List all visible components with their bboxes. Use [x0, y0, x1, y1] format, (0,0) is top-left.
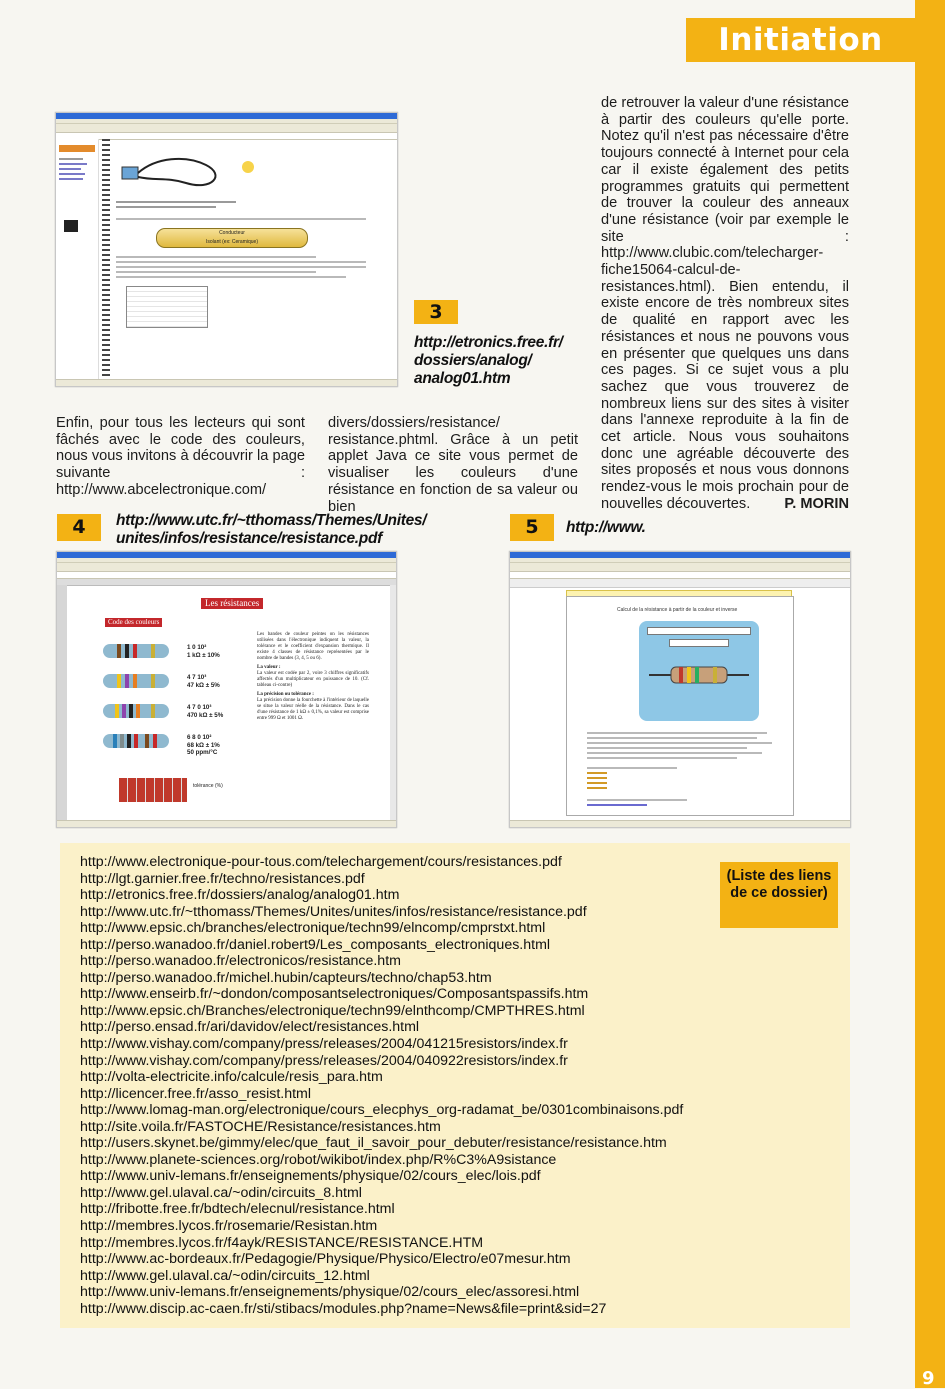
section-header: Initiation	[686, 18, 915, 62]
link-item[interactable]: http://www.planete-sciences.org/robot/wikibot/index.php/R%C3%A9sistance	[80, 1151, 557, 1168]
link-item[interactable]: http://users.skynet.be/gimmy/elec/que_faut_il_savoir_pour_debuter/resistance/resistance.htm	[80, 1135, 667, 1152]
figure-3-number: 3	[414, 300, 458, 324]
link-item[interactable]: http://etronics.free.fr/dossiers/analog/analog01.htm	[80, 887, 400, 904]
page-edge-stripe	[915, 0, 945, 1388]
screenshot-3	[55, 112, 398, 387]
link-item[interactable]: http://membres.lycos.fr/rosemarie/Resistan.htm	[80, 1218, 378, 1235]
section-title: Code des couleurs	[105, 618, 162, 627]
row-1-value: 1 kΩ ± 10%	[187, 651, 220, 659]
link-item[interactable]: http://perso.wanadoo.fr/daniel.robert9/Les_composants_electroniques.html	[80, 936, 551, 953]
row-2-code: 4 7 10³	[187, 674, 207, 681]
valeur-text: La valeur est codée par 2, voire 3 chiffres significatifs affectés d'un multiplicateur en puissance de 10. (Cf. tableau ci-contre)	[257, 671, 369, 688]
row-1-code: 1 0 10²	[187, 644, 207, 651]
link-item[interactable]: http://site.voila.fr/FASTOCHE/Resistance/resistances.htm	[80, 1118, 441, 1135]
link-item[interactable]: http://www.ac-bordeaux.fr/Pedagogie/Physique/Physico/Electro/e07mesur.htm	[80, 1251, 571, 1268]
screenshot-4	[56, 551, 397, 828]
figure-3-caption: http://etronics.free.fr/ dossiers/analog/ analog01.htm	[414, 334, 563, 387]
calc-heading: Calcul de la résistance à partir de la couleur et inverse	[617, 607, 738, 613]
tolerance-label: tolérance (%)	[193, 783, 223, 789]
page-number: 9	[922, 1368, 935, 1389]
column-1-text: Enfin, pour tous les lecteurs qui sont fâchés avec le code des couleurs, nous vous invitons à découvrir la page suivante : http://www.abcelectronique.com/	[56, 415, 305, 498]
row-2-value: 47 kΩ ± 5%	[187, 681, 220, 689]
column-3-body: de retrouver la valeur d'une résistance à partir des couleurs qu'elle porte. Notez qu'il n'est pas nécessaire d'être toujours connecté à Internet pour cela car il existe également des petits programmes gratuits qui permettent de trouver la couleur des anneaux d'une résistance (voir par exemple le site : http://www.clubic.com/telecharger-fiche15064-calcul-de-resistances.html). Bien entendu, il existe encore de très nombreux sites de qualité en rapport avec les résistances et nous ne pouvons vous en présenter que quelques uns dans ces pages. Si ce sujet vous a plu sachez que vous trouverez de nombreux liens sur des sites à visiter dans l'annexe reproduite à la fin de cet article. Nous vous souhaitons donc une agréable découverte des sites proposés et nous vous donnons rendez-vous le mois prochain pour de nouvelles découvertes.	[601, 95, 849, 512]
links-list	[80, 854, 683, 1317]
figure-4-caption: http://www.utc.fr/~tthomass/Themes/Unites/ unites/infos/resistance/resistance.pdf	[116, 512, 427, 547]
link-item[interactable]: http://licencer.free.fr/asso_resist.html	[80, 1085, 312, 1102]
row-3-value: 470 kΩ ± 5%	[187, 711, 224, 719]
precision-text: La précision donne la fourchette à l'intérieur de laquelle se situe la valeur réelle de la résistance. Dans le cas d'une résistance de 1 kΩ ± 0,1%, sa valeur est comprise entre 999 Ω et 1001 Ω.	[257, 698, 369, 721]
link-item[interactable]: http://www.discip.ac-caen.fr/sti/stibacs/modules.php?name=News&file=print&sid=27	[80, 1300, 607, 1317]
screenshot-5	[509, 551, 851, 828]
insulator-label: Isolant (ex: Ceramique)	[206, 239, 258, 245]
link-item[interactable]: http://lgt.garnier.free.fr/techno/resistances.pdf	[80, 870, 365, 887]
link-item[interactable]: http://www.vishay.com/company/press/releases/2004/041215resistors/index.fr	[80, 1036, 568, 1053]
column-3-text	[601, 95, 849, 513]
link-item[interactable]: http://fribotte.free.fr/bdtech/elecnul/resistance.html	[80, 1201, 395, 1218]
link-item[interactable]: http://perso.wanadoo.fr/michel.hubin/capteurs/techno/chap53.htm	[80, 969, 492, 986]
link-item[interactable]: http://www.lomag-man.org/electronique/cours_elecphys_org-radamat_be/0301combinaisons.pdf	[80, 1102, 684, 1119]
precision-title: La précision ou tolérance :	[257, 692, 314, 697]
link-item[interactable]: http://www.electronique-pour-tous.com/telechargement/cours/resistances.pdf	[80, 854, 562, 870]
links-title: (Liste des liens de ce dossier)	[720, 862, 838, 928]
link-item[interactable]: http://www.vishay.com/company/press/releases/2004/040922resistors/index.fr	[80, 1052, 568, 1069]
link-item[interactable]: http://volta-electricite.info/calcule/resis_para.htm	[80, 1069, 383, 1086]
column-2-text: divers/dossiers/resistance/ resistance.phtml. Grâce à un petit applet Java ce site vous permet de visualiser les couleurs d'une résistance en fonction de sa valeur ou bien	[328, 415, 578, 515]
link-item[interactable]: http://www.utc.fr/~tthomass/Themes/Unites/unites/infos/resistance/resistance.pdf	[80, 903, 587, 920]
resistors-illustration	[91, 638, 181, 768]
resistor-graphic	[639, 655, 759, 715]
figure-5-number: 5	[510, 514, 554, 541]
link-item[interactable]: http://www.epsic.ch/branches/electronique/techn99/elncomp/cmprstxt.html	[80, 920, 546, 937]
figure-5-caption: http://www.	[566, 519, 646, 536]
link-item[interactable]: http://www.enseirb.fr/~dondon/composantselectroniques/Composantspassifs.htm	[80, 986, 589, 1003]
doc-title: Les résistances	[201, 598, 263, 609]
link-item[interactable]: http://www.gel.ulaval.ca/~odin/circuits_8.html	[80, 1184, 362, 1201]
intro-text: Les bandes de couleur peintes on les résistances utilisées dans l'électronique indiquent la valeur, la tolérance et le coefficient d'expansion thermique. Il existe 4 classes de résistance représentées par le nombre de bandes (3, 4, 5 ou 6).	[257, 632, 369, 661]
link-item[interactable]: http://www.univ-lemans.fr/enseignements/physique/02/cours_elec/assoresi.html	[80, 1284, 580, 1301]
link-item[interactable]: http://perso.ensad.fr/ari/davidov/elect/resistances.html	[80, 1019, 420, 1036]
row-4-extra: 50 ppm/°C	[187, 749, 218, 756]
link-item[interactable]: http://www.epsic.ch/Branches/electronique/techn99/elnthcomp/CMPTHRES.html	[80, 1002, 585, 1019]
figure-4-number: 4	[57, 514, 101, 541]
row-4-code: 6 8 0 10²	[187, 734, 212, 741]
link-item[interactable]: http://perso.wanadoo.fr/electronicos/resistance.htm	[80, 953, 401, 970]
link-item[interactable]: http://membres.lycos.fr/f4ayk/RESISTANCE/RESISTANCE.HTM	[80, 1234, 484, 1251]
row-3-code: 4 7 0 10³	[187, 704, 212, 711]
valeur-title: La valeur :	[257, 665, 281, 670]
resistor-diagram	[116, 147, 266, 193]
link-item[interactable]: http://www.univ-lemans.fr/enseignements/physique/02/cours_elec/lois.pdf	[80, 1168, 541, 1185]
link-item[interactable]: http://www.gel.ulaval.ca/~odin/circuits_12.html	[80, 1267, 370, 1284]
conductor-label: Conducteur	[219, 230, 245, 236]
row-4-value: 68 kΩ ± 1%	[187, 741, 220, 749]
author-name: P. MORIN	[784, 495, 849, 512]
